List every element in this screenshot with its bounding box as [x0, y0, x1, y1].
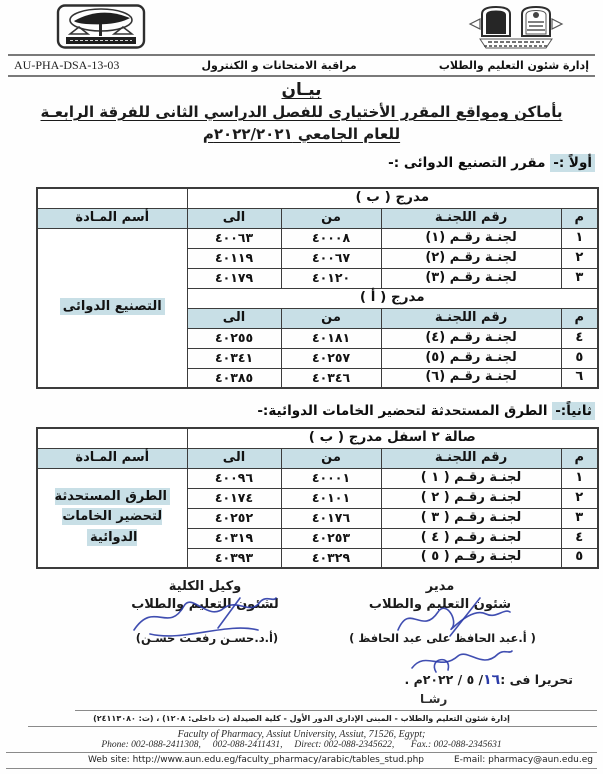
corner-cell	[37, 188, 187, 208]
row-from: ٤٠١٨١	[281, 328, 381, 348]
row-to: ٤٠١٧٤	[187, 488, 281, 508]
subject-name-2: الطرق المستحدثة لتحضير الخامات الدوائية	[55, 488, 170, 547]
col-no: م	[561, 208, 598, 228]
row-to: ٤٠١٧٩	[187, 268, 281, 288]
col-committee: رقم اللجنـة	[381, 208, 561, 228]
row-to: ٤٠٣٤١	[187, 348, 281, 368]
footer-phones: Phone: 002-088-2411308, 002-088-2411431, Direct: 002-088-2345622, Fax.: 002-088-2345631	[101, 740, 502, 750]
section1-heading-number: أولاً :-	[550, 154, 595, 172]
left-signatory-name: (أ.د.حسـن رفعـت حسـن)	[135, 631, 279, 645]
row-from: ٤٠١٠١	[281, 488, 381, 508]
row-committee: لجنـة رقـم ( ٥ )	[381, 548, 561, 568]
row-from: ٤٠٣٤٦	[281, 368, 381, 388]
venue-hall-cell: صالة ٢ اسفل مدرج ( ب )	[187, 428, 598, 448]
corner-cell	[37, 428, 187, 448]
right-title-line1: مدير	[425, 579, 455, 594]
section2-heading	[257, 403, 595, 419]
col-to: الى	[187, 208, 281, 228]
row-committee: لجنـة رقـم (٤)	[381, 328, 561, 348]
row-no: ٥	[561, 348, 598, 368]
row-from: ٤٠٠٦٧	[281, 248, 381, 268]
row-no: ١	[561, 468, 598, 488]
row-committee: لجنـة رقـم ( ٣ )	[381, 508, 561, 528]
col-to: الى	[187, 308, 281, 328]
section1-heading	[388, 155, 595, 171]
footer-divider	[75, 710, 597, 711]
subject-cell	[37, 468, 187, 568]
row-to: ٤٠٠٦٣	[187, 228, 281, 248]
footer-address-en: Faculty of Pharmacy, Assiut University, Assiut, 71526, Egypt;	[177, 729, 426, 740]
col-committee: رقم اللجنـة	[381, 308, 561, 328]
left-title-line2: لشئون التعليم والطلاب	[131, 596, 279, 612]
table-row	[37, 228, 598, 248]
col-no: م	[561, 448, 598, 468]
subject-name-1: التصنيع الدوائى	[60, 298, 165, 315]
row-from: ٤٠٣٢٩	[281, 548, 381, 568]
row-committee: لجنـة رقـم ( ٢ )	[381, 488, 561, 508]
issue-date-line	[404, 672, 573, 688]
row-no: ٤	[561, 328, 598, 348]
row-no: ٢	[561, 488, 598, 508]
col-subject: أسم المـادة	[37, 208, 187, 228]
row-committee: لجنـة رقـم (٥)	[381, 348, 561, 368]
row-from: ٤٠٠٠٨	[281, 228, 381, 248]
row-committee: لجنـة رقـم (٣)	[381, 268, 561, 288]
footer-divider	[6, 768, 597, 769]
footer-dept-line: إدارة شئون التعليم والطلاب - المبنى الإدارى الدور الأول - كلية الصيدلة (ت داخلى: ١٢٠٨) ، (ت: ٢٤١١٣٠٨٠)	[93, 714, 510, 723]
document-code: AU-PHA-DSA-13-03	[14, 58, 120, 72]
row-from: ٤٠١٧٦	[281, 508, 381, 528]
row-committee: لجنـة رقـم ( ١ )	[381, 468, 561, 488]
footer-website: Web site: http://www.aun.edu.eg/faculty_pharmacy/arabic/tables_stud.php	[88, 755, 424, 765]
page-title: بيـان	[281, 80, 322, 100]
row-no: ٣	[561, 508, 598, 528]
committee-table-2	[36, 427, 599, 569]
row-no: ٢	[561, 248, 598, 268]
right-signatory-name: ( أ.عبد الحافظ على عبد الحافظ )	[349, 631, 536, 645]
section1-heading-text: مقرر التصنيع الدوائى :-	[388, 155, 551, 171]
date-prefix: تحريرا فى :	[500, 672, 573, 687]
section2-heading-text: الطرق المستحدثة لتحضير الخامات الدوائية:-	[257, 403, 553, 419]
title-block	[0, 80, 603, 143]
col-from: من	[281, 308, 381, 328]
row-to: ٤٠٣١٩	[187, 528, 281, 548]
header-center-label: مراقبة الامتحانات و الكنترول	[201, 59, 357, 72]
row-no: ١	[561, 228, 598, 248]
page-subtitle: بأماكن ومواقع المقرر الأختيارى للفصل الدراسي الثانى للفرقة الرابعـة	[40, 103, 563, 121]
university-logo	[56, 4, 146, 49]
subject-cell	[37, 228, 187, 388]
col-no: م	[561, 308, 598, 328]
footer-web-row	[10, 755, 593, 765]
row-to: ٤٠٠٩٦	[187, 468, 281, 488]
row-to: ٤٠٢٥٥	[187, 328, 281, 348]
table-row	[37, 468, 598, 488]
row-from: ٤٠٠٠١	[281, 468, 381, 488]
section2-heading-number: ثانياً:-	[552, 402, 595, 420]
venue-b-cell: مدرج ( ب )	[187, 188, 598, 208]
row-committee: لجنـة رقـم ( ٤ )	[381, 528, 561, 548]
row-no: ٤	[561, 528, 598, 548]
handwritten-initial: رشـا	[420, 692, 448, 706]
document-header-bar	[8, 54, 595, 77]
footer-divider	[6, 752, 597, 753]
row-from: ٤٠٢٥٧	[281, 348, 381, 368]
col-from: من	[281, 208, 381, 228]
row-to: ٤٠٢٥٢	[187, 508, 281, 528]
faculty-logo-icon	[466, 2, 566, 54]
row-committee: لجنـة رقـم (١)	[381, 228, 561, 248]
header-right-label: إدارة شئون التعليم والطلاب	[438, 59, 589, 72]
row-to: ٤٠٣٨٥	[187, 368, 281, 388]
col-committee: رقم اللجنـة	[381, 448, 561, 468]
academic-year-line: للعام الجامعي ٢٠٢٢/٢٠٢١م	[202, 125, 401, 143]
row-to: ٤٠٣٩٣	[187, 548, 281, 568]
right-title-line2: شئون التعليم والطلاب	[368, 596, 512, 612]
university-logo-icon	[56, 4, 146, 49]
faculty-logo	[466, 2, 566, 54]
row-no: ٦	[561, 368, 598, 388]
row-no: ٥	[561, 548, 598, 568]
col-subject: أسم المـادة	[37, 448, 187, 468]
date-rest: / ٥ / ٢٠٢٢م .	[404, 672, 484, 687]
row-committee: لجنـة رقـم (٦)	[381, 368, 561, 388]
row-no: ٣	[561, 268, 598, 288]
committee-table-1	[36, 187, 599, 389]
venue-a-cell: مدرج ( أ )	[187, 288, 598, 308]
row-from: ٤٠١٢٠	[281, 268, 381, 288]
col-from: من	[281, 448, 381, 468]
row-committee: لجنـة رقـم (٢)	[381, 248, 561, 268]
date-day-handwritten: ١٦	[483, 672, 501, 688]
row-to: ٤٠١١٩	[187, 248, 281, 268]
col-to: الى	[187, 448, 281, 468]
footer-email: E-mail: pharmacy@aun.edu.eg	[454, 755, 593, 765]
left-title-line1: وكيل الكلية	[168, 579, 242, 594]
footer-divider	[28, 726, 597, 727]
row-from: ٤٠٢٥٣	[281, 528, 381, 548]
